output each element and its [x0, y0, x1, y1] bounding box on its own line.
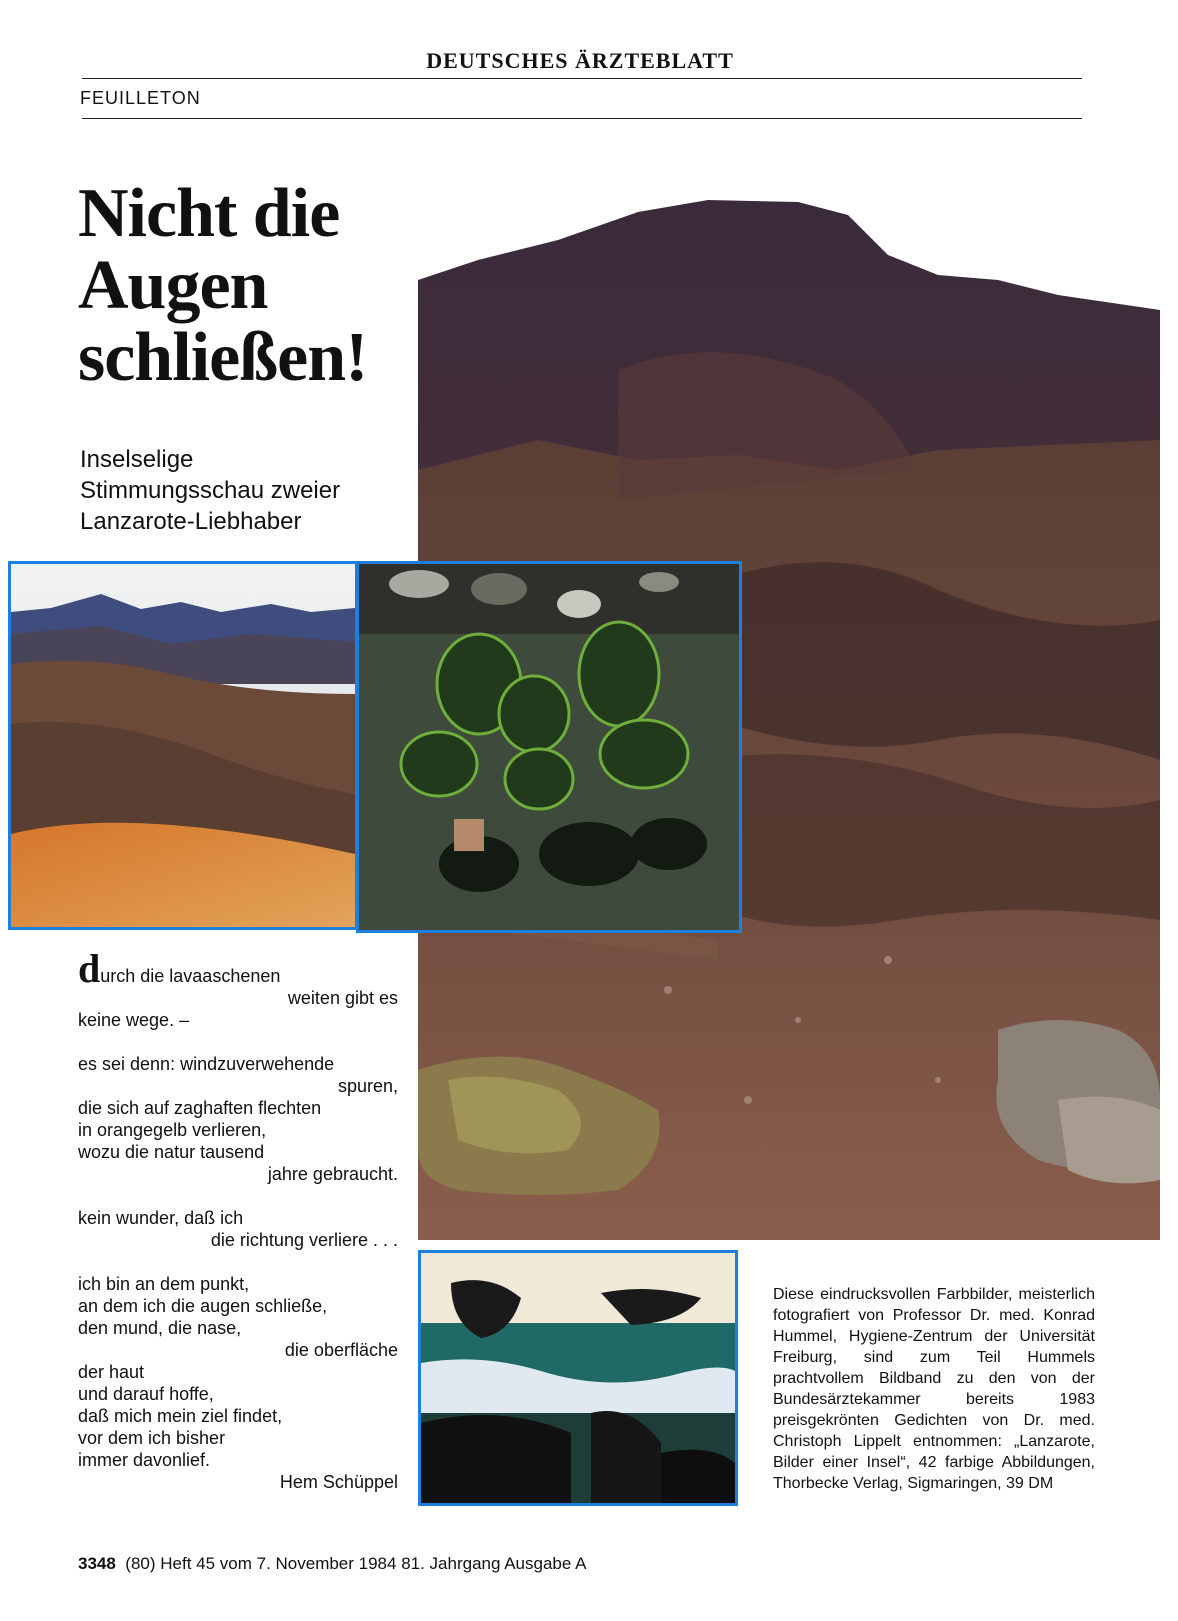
poem-first-line-text: urch die lavaaschenen: [100, 966, 281, 986]
page-number: 3348: [78, 1554, 116, 1573]
poem-line: an dem ich die augen schließe,: [78, 1296, 328, 1316]
headline-line: Augen: [78, 247, 268, 324]
poem-line: Hem Schüppel: [279, 1472, 398, 1492]
poem-line: kein wunder, daß ich: [78, 1208, 244, 1228]
header-rule-top: [82, 78, 1082, 79]
stanza-gap: [78, 1185, 398, 1207]
poem-line: die oberfläche: [284, 1340, 398, 1360]
stanza-gap: [78, 1031, 398, 1053]
header-rule-bottom: [82, 118, 1082, 119]
section-label: FEUILLETON: [80, 88, 201, 108]
poem-line: jahre gebraucht.: [267, 1164, 398, 1184]
poem-lines: [78, 987, 398, 1493]
poem-line: daß mich mein ziel findet,: [78, 1406, 283, 1426]
subtitle-line: Inselselige: [80, 446, 194, 473]
poem-line: immer davonlief.: [78, 1450, 211, 1470]
poem-line: in orangegelb verlieren,: [78, 1120, 267, 1140]
poem-line: der haut: [78, 1362, 145, 1382]
issue-details: (80) Heft 45 vom 7. November 1984 81. Jahrgang Ausgabe A: [125, 1554, 587, 1573]
headline-line: Nicht die: [78, 175, 340, 252]
caption-text: Diese eindrucksvollen Farbbilder, meisterlich fotografiert von Professor Dr. med. Konrad Hummel, Hygiene-Zentrum der Universität Freiburg, sind zum Teil Hummels prachtvollem Bildband zu den von der Bundesärztekammer bereits 1983 preisgekrönten Gedichten von Dr. med. Christoph Lippelt entnommen: „Lanzarote, Bilder einer Insel“, 42 farbige Abbildungen, Thorbecke Verlag, Sigmaringen, 39 DM: [773, 1286, 1095, 1492]
landscape-photo: [8, 561, 358, 930]
subtitle-line: Lanzarote-Liebhaber: [80, 508, 302, 535]
poem-line: weiten gibt es: [287, 988, 398, 1008]
poem-line: wozu die natur tausend: [78, 1142, 265, 1162]
page-footer: [78, 1554, 586, 1574]
poem-line: vor dem ich bisher: [78, 1428, 226, 1448]
headline-line: schließen!: [78, 319, 368, 396]
stanza-gap: [78, 1251, 398, 1273]
poem-line: spuren,: [337, 1076, 398, 1096]
poem-line: die richtung verliere . . .: [210, 1230, 398, 1250]
poem-first-line: [78, 946, 398, 991]
subtitle: [80, 444, 410, 537]
poem-line: und darauf hoffe,: [78, 1384, 214, 1404]
poem-line: die sich auf zaghaften flechten: [78, 1098, 322, 1118]
poem-line: keine wege. –: [78, 1010, 190, 1030]
poem: [78, 946, 398, 1493]
coast-photo: [418, 1250, 738, 1506]
poem-line: es sei denn: windzuverwehende: [78, 1054, 335, 1074]
masthead: DEUTSCHES ÄRZTEBLATT: [426, 48, 734, 73]
headline: [78, 175, 418, 396]
subtitle-line: Stimmungsschau zweier: [80, 477, 341, 504]
drop-cap: d: [78, 946, 101, 991]
poem-line: ich bin an dem punkt,: [78, 1274, 250, 1294]
poem-line: den mund, die nase,: [78, 1318, 242, 1338]
cactus-photo: [356, 561, 742, 933]
photo-caption: [773, 1284, 1095, 1494]
